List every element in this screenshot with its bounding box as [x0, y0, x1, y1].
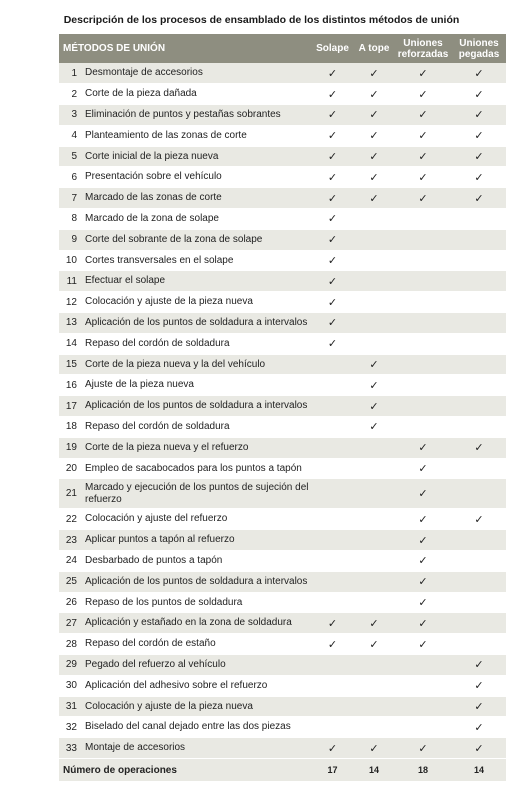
empty-cell: [452, 417, 506, 438]
check-a-tope-icon: ✓: [354, 396, 394, 417]
row-number: 22: [59, 509, 81, 530]
empty-cell: [354, 675, 394, 696]
empty-cell: [394, 417, 452, 438]
row-description: Montaje de accesorios: [81, 738, 311, 759]
empty-cell: [311, 530, 354, 551]
check-reforzadas-icon: ✓: [394, 530, 452, 551]
check-solape-icon: ✓: [311, 209, 354, 230]
check-pegadas-icon: ✓: [452, 717, 506, 738]
check-a-tope-icon: ✓: [354, 125, 394, 146]
row-description: Corte de la pieza dañada: [81, 84, 311, 105]
row-description: Aplicación de los puntos de soldadura a intervalos: [81, 571, 311, 592]
header-methods: MÉTODOS DE UNIÓN: [59, 34, 311, 63]
table-row: [59, 375, 506, 396]
row-description: Ajuste de la pieza nueva: [81, 375, 311, 396]
row-description: Corte de la pieza nueva y la del vehículo: [81, 354, 311, 375]
check-solape-icon: ✓: [311, 333, 354, 354]
row-number: 19: [59, 437, 81, 458]
header-a-tope: A tope: [354, 34, 394, 63]
empty-cell: [311, 417, 354, 438]
empty-cell: [311, 479, 354, 509]
table-row: [59, 333, 506, 354]
table-row: [59, 417, 506, 438]
empty-cell: [354, 479, 394, 509]
empty-cell: [394, 396, 452, 417]
empty-cell: [452, 592, 506, 613]
table-row: [59, 63, 506, 84]
check-a-tope-icon: ✓: [354, 63, 394, 84]
header-row: [59, 34, 506, 63]
table-row: [59, 209, 506, 230]
empty-cell: [452, 313, 506, 334]
row-description: Planteamiento de las zonas de corte: [81, 125, 311, 146]
check-solape-icon: ✓: [311, 229, 354, 250]
check-solape-icon: ✓: [311, 63, 354, 84]
empty-cell: [354, 292, 394, 313]
row-description: Repaso del cordón de soldadura: [81, 417, 311, 438]
empty-cell: [354, 551, 394, 572]
empty-cell: [354, 655, 394, 676]
row-description: Eliminación de puntos y pestañas sobrantes: [81, 105, 311, 126]
row-description: Aplicar puntos a tapón al refuerzo: [81, 530, 311, 551]
row-description: Repaso de los puntos de soldadura: [81, 592, 311, 613]
empty-cell: [394, 655, 452, 676]
empty-cell: [452, 458, 506, 479]
check-pegadas-icon: ✓: [452, 655, 506, 676]
check-reforzadas-icon: ✓: [394, 188, 452, 209]
row-number: 20: [59, 458, 81, 479]
table-row: [59, 592, 506, 613]
table-row: [59, 292, 506, 313]
row-number: 32: [59, 717, 81, 738]
check-a-tope-icon: ✓: [354, 375, 394, 396]
row-description: Corte de la pieza nueva y el refuerzo: [81, 437, 311, 458]
table-row: [59, 313, 506, 334]
check-a-tope-icon: ✓: [354, 84, 394, 105]
row-number: 2: [59, 84, 81, 105]
empty-cell: [311, 696, 354, 717]
empty-cell: [452, 229, 506, 250]
check-pegadas-icon: ✓: [452, 105, 506, 126]
row-number: 31: [59, 696, 81, 717]
empty-cell: [354, 209, 394, 230]
empty-cell: [394, 696, 452, 717]
table-row: [59, 250, 506, 271]
row-description: Aplicación de los puntos de soldadura a intervalos: [81, 396, 311, 417]
check-solape-icon: ✓: [311, 292, 354, 313]
empty-cell: [394, 354, 452, 375]
table-body: [59, 63, 506, 759]
row-description: Pegado del refuerzo al vehículo: [81, 655, 311, 676]
table-row: [59, 458, 506, 479]
row-number: 7: [59, 188, 81, 209]
row-description: Repaso del cordón de estaño: [81, 634, 311, 655]
row-number: 4: [59, 125, 81, 146]
row-number: 25: [59, 571, 81, 592]
check-solape-icon: ✓: [311, 146, 354, 167]
row-description: Efectuar el solape: [81, 271, 311, 292]
empty-cell: [394, 271, 452, 292]
check-solape-icon: ✓: [311, 613, 354, 634]
empty-cell: [354, 571, 394, 592]
check-reforzadas-icon: ✓: [394, 437, 452, 458]
row-number: 12: [59, 292, 81, 313]
table-row: [59, 634, 506, 655]
check-pegadas-icon: ✓: [452, 188, 506, 209]
empty-cell: [311, 396, 354, 417]
row-description: Colocación y ajuste de la pieza nueva: [81, 292, 311, 313]
check-a-tope-icon: ✓: [354, 354, 394, 375]
check-a-tope-icon: ✓: [354, 613, 394, 634]
row-number: 10: [59, 250, 81, 271]
empty-cell: [452, 209, 506, 230]
table-title: Descripción de los procesos de ensamblado de los distintos métodos de unión: [63, 14, 460, 26]
row-number: 33: [59, 738, 81, 759]
empty-cell: [394, 333, 452, 354]
empty-cell: [311, 571, 354, 592]
check-a-tope-icon: ✓: [354, 188, 394, 209]
check-solape-icon: ✓: [311, 84, 354, 105]
empty-cell: [311, 551, 354, 572]
row-description: Empleo de sacabocados para los puntos a tapón: [81, 458, 311, 479]
empty-cell: [452, 530, 506, 551]
check-pegadas-icon: ✓: [452, 509, 506, 530]
check-reforzadas-icon: ✓: [394, 509, 452, 530]
empty-cell: [311, 437, 354, 458]
check-a-tope-icon: ✓: [354, 146, 394, 167]
row-number: 11: [59, 271, 81, 292]
check-reforzadas-icon: ✓: [394, 479, 452, 509]
row-number: 5: [59, 146, 81, 167]
row-description: Colocación y ajuste del refuerzo: [81, 509, 311, 530]
row-number: 23: [59, 530, 81, 551]
table-row: [59, 437, 506, 458]
check-a-tope-icon: ✓: [354, 417, 394, 438]
empty-cell: [394, 675, 452, 696]
table-row: [59, 105, 506, 126]
row-number: 16: [59, 375, 81, 396]
empty-cell: [354, 530, 394, 551]
empty-cell: [311, 592, 354, 613]
table-row: [59, 229, 506, 250]
empty-cell: [311, 675, 354, 696]
empty-cell: [394, 717, 452, 738]
empty-cell: [354, 696, 394, 717]
empty-cell: [394, 313, 452, 334]
row-description: Colocación y ajuste de la pieza nueva: [81, 696, 311, 717]
row-number: 30: [59, 675, 81, 696]
row-number: 6: [59, 167, 81, 188]
total-reforzadas: 18: [394, 759, 452, 782]
table-row: [59, 717, 506, 738]
check-reforzadas-icon: ✓: [394, 551, 452, 572]
row-number: 18: [59, 417, 81, 438]
row-description: Biselado del canal dejado entre las dos piezas: [81, 717, 311, 738]
table-row: [59, 696, 506, 717]
empty-cell: [452, 333, 506, 354]
table-row: [59, 551, 506, 572]
check-solape-icon: ✓: [311, 634, 354, 655]
table-row: [59, 509, 506, 530]
empty-cell: [354, 271, 394, 292]
check-reforzadas-icon: ✓: [394, 458, 452, 479]
empty-cell: [311, 354, 354, 375]
check-solape-icon: ✓: [311, 738, 354, 759]
check-pegadas-icon: ✓: [452, 125, 506, 146]
check-pegadas-icon: ✓: [452, 167, 506, 188]
header-solape: Solape: [311, 34, 354, 63]
check-pegadas-icon: ✓: [452, 675, 506, 696]
check-reforzadas-icon: ✓: [394, 146, 452, 167]
row-number: 17: [59, 396, 81, 417]
check-pegadas-icon: ✓: [452, 696, 506, 717]
empty-cell: [354, 458, 394, 479]
empty-cell: [354, 313, 394, 334]
row-description: Desmontaje de accesorios: [81, 63, 311, 84]
check-solape-icon: ✓: [311, 313, 354, 334]
total-a-tope: 14: [354, 759, 394, 782]
empty-cell: [452, 571, 506, 592]
check-reforzadas-icon: ✓: [394, 571, 452, 592]
check-solape-icon: ✓: [311, 167, 354, 188]
total-pegadas: 14: [452, 759, 506, 782]
row-description: Aplicación del adhesivo sobre el refuerzo: [81, 675, 311, 696]
empty-cell: [452, 250, 506, 271]
table-row: [59, 613, 506, 634]
empty-cell: [394, 229, 452, 250]
table-row: [59, 396, 506, 417]
empty-cell: [394, 292, 452, 313]
row-description: Corte inicial de la pieza nueva: [81, 146, 311, 167]
row-number: 8: [59, 209, 81, 230]
empty-cell: [354, 229, 394, 250]
empty-cell: [452, 634, 506, 655]
empty-cell: [452, 479, 506, 509]
check-reforzadas-icon: ✓: [394, 105, 452, 126]
empty-cell: [311, 717, 354, 738]
row-number: 9: [59, 229, 81, 250]
check-solape-icon: ✓: [311, 105, 354, 126]
empty-cell: [394, 250, 452, 271]
table-row: [59, 530, 506, 551]
empty-cell: [452, 375, 506, 396]
check-reforzadas-icon: ✓: [394, 125, 452, 146]
table-row: [59, 738, 506, 759]
row-number: 26: [59, 592, 81, 613]
check-reforzadas-icon: ✓: [394, 63, 452, 84]
check-reforzadas-icon: ✓: [394, 84, 452, 105]
empty-cell: [452, 292, 506, 313]
row-number: 15: [59, 354, 81, 375]
table-row: [59, 571, 506, 592]
check-reforzadas-icon: ✓: [394, 738, 452, 759]
table-row: [59, 167, 506, 188]
row-description: Aplicación y estañado en la zona de soldadura: [81, 613, 311, 634]
empty-cell: [452, 271, 506, 292]
empty-cell: [311, 375, 354, 396]
check-reforzadas-icon: ✓: [394, 592, 452, 613]
empty-cell: [394, 375, 452, 396]
empty-cell: [452, 354, 506, 375]
empty-cell: [354, 333, 394, 354]
table-row: [59, 188, 506, 209]
row-number: 13: [59, 313, 81, 334]
empty-cell: [354, 437, 394, 458]
row-number: 29: [59, 655, 81, 676]
row-description: Desbarbado de puntos a tapón: [81, 551, 311, 572]
empty-cell: [354, 509, 394, 530]
check-solape-icon: ✓: [311, 188, 354, 209]
row-description: Repaso del cordón de soldadura: [81, 333, 311, 354]
check-pegadas-icon: ✓: [452, 146, 506, 167]
table-row: [59, 655, 506, 676]
empty-cell: [354, 250, 394, 271]
row-description: Presentación sobre el vehículo: [81, 167, 311, 188]
row-description: Marcado y ejecución de los puntos de sujeción del refuerzo: [81, 479, 311, 509]
total-solape: 17: [311, 759, 354, 782]
empty-cell: [452, 613, 506, 634]
row-number: 3: [59, 105, 81, 126]
row-number: 14: [59, 333, 81, 354]
header-reforzadas: Uniones reforzadas: [394, 34, 452, 63]
check-a-tope-icon: ✓: [354, 167, 394, 188]
check-reforzadas-icon: ✓: [394, 613, 452, 634]
row-number: 1: [59, 63, 81, 84]
row-description: Aplicación de los puntos de soldadura a intervalos: [81, 313, 311, 334]
check-a-tope-icon: ✓: [354, 634, 394, 655]
table-row: [59, 84, 506, 105]
check-solape-icon: ✓: [311, 271, 354, 292]
check-reforzadas-icon: ✓: [394, 634, 452, 655]
table-row: [59, 271, 506, 292]
row-description: Cortes transversales en el solape: [81, 250, 311, 271]
empty-cell: [311, 655, 354, 676]
row-description: Marcado de la zona de solape: [81, 209, 311, 230]
row-number: 28: [59, 634, 81, 655]
check-pegadas-icon: ✓: [452, 437, 506, 458]
totals-label: Número de operaciones: [59, 759, 311, 782]
row-number: 27: [59, 613, 81, 634]
empty-cell: [452, 551, 506, 572]
check-a-tope-icon: ✓: [354, 738, 394, 759]
check-solape-icon: ✓: [311, 125, 354, 146]
empty-cell: [394, 209, 452, 230]
check-pegadas-icon: ✓: [452, 63, 506, 84]
empty-cell: [311, 458, 354, 479]
row-number: 21: [59, 479, 81, 509]
table-row: [59, 125, 506, 146]
check-pegadas-icon: ✓: [452, 84, 506, 105]
totals-row: [59, 759, 506, 782]
check-reforzadas-icon: ✓: [394, 167, 452, 188]
operations-table: [59, 34, 506, 781]
empty-cell: [311, 509, 354, 530]
table-row: [59, 479, 506, 509]
row-number: 24: [59, 551, 81, 572]
check-a-tope-icon: ✓: [354, 105, 394, 126]
header-pegadas: Uniones pegadas: [452, 34, 506, 63]
check-solape-icon: ✓: [311, 250, 354, 271]
empty-cell: [354, 717, 394, 738]
row-description: Marcado de las zonas de corte: [81, 188, 311, 209]
table-row: [59, 354, 506, 375]
table-row: [59, 146, 506, 167]
empty-cell: [452, 396, 506, 417]
row-description: Corte del sobrante de la zona de solape: [81, 229, 311, 250]
empty-cell: [354, 592, 394, 613]
table-row: [59, 675, 506, 696]
check-pegadas-icon: ✓: [452, 738, 506, 759]
